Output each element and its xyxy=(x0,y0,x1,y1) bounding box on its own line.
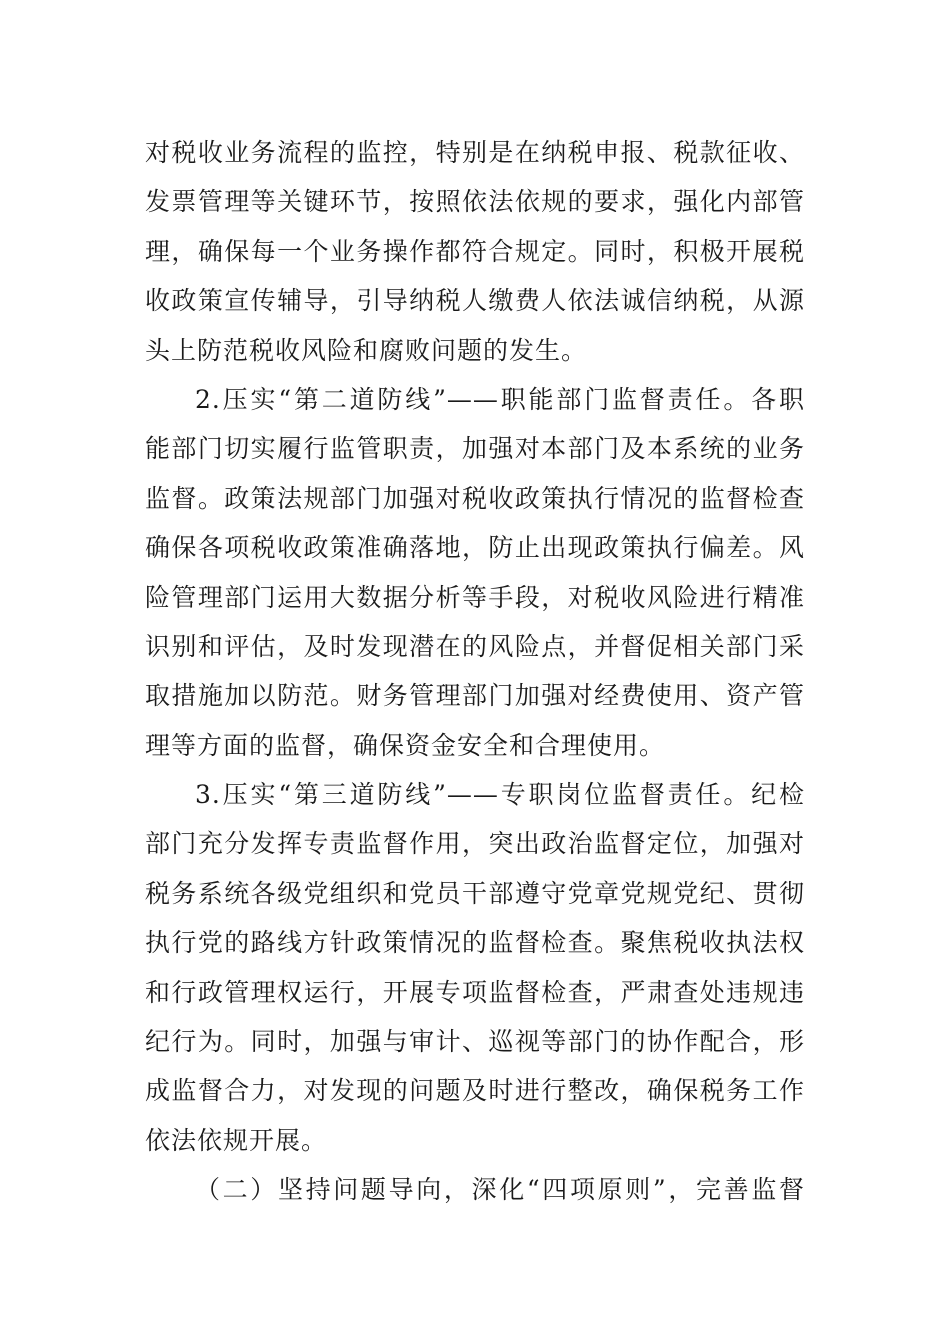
text-line: 能部门切实履行监管职责，加强对本部门及本系统的业务 xyxy=(145,434,805,464)
text-line: 险管理部门运用大数据分析等手段，对税收风险进行精准 xyxy=(145,582,805,612)
text-line: 取措施加以防范。财务管理部门加强对经费使用、资产管 xyxy=(145,681,805,711)
text-line: 发票管理等关键环节，按照依法依规的要求，强化内部管 xyxy=(145,187,805,217)
text-line: 纪行为。同时，加强与审计、巡视等部门的协作配合，形 xyxy=(145,1027,805,1057)
text-line: 3.压实“第三道防线”——专职岗位监督责任。纪检 xyxy=(195,780,805,810)
text-line: 理，确保每一个业务操作都符合规定。同时，积极开展税 xyxy=(145,236,805,266)
text-line: 税务系统各级党组织和党员干部遵守党章党规党纪、贯彻 xyxy=(145,878,805,908)
text-line: 2.压实“第二道防线”——职能部门监督责任。各职 xyxy=(195,384,805,414)
text-line: 执行党的路线方针政策情况的监督检查。聚焦税收执法权 xyxy=(145,928,805,958)
text-line: 成监督合力，对发现的问题及时进行整改，确保税务工作 xyxy=(145,1076,805,1106)
text-line: 对税收业务流程的监控，特别是在纳税申报、税款征收、 xyxy=(145,138,805,167)
text-line: 理等方面的监督，确保资金安全和合理使用。 xyxy=(145,730,666,760)
text-line: 头上防范税收风险和腐败问题的发生。 xyxy=(145,335,588,365)
text-line: 识别和评估，及时发现潜在的风险点，并督促相关部门采 xyxy=(145,631,805,661)
text-line: 监督。政策法规部门加强对税收政策执行情况的监督检查 xyxy=(145,483,805,513)
text-line: 收政策宣传辅导，引导纳税人缴费人依法诚信纳税，从源 xyxy=(145,286,805,316)
text-line: 和行政管理权运行，开展专项监督检查，严肃查处违规违 xyxy=(145,977,805,1007)
text-line: 确保各项税收政策准确落地，防止出现政策执行偏差。风 xyxy=(145,533,805,563)
text-line: （二）坚持问题导向，深化“四项原则”，完善监督 xyxy=(195,1175,805,1205)
text-line: 部门充分发挥专责监督作用，突出政治监督定位，加强对 xyxy=(145,829,805,859)
document-body xyxy=(145,128,805,1215)
text-line: 依法依规开展。 xyxy=(145,1125,328,1155)
